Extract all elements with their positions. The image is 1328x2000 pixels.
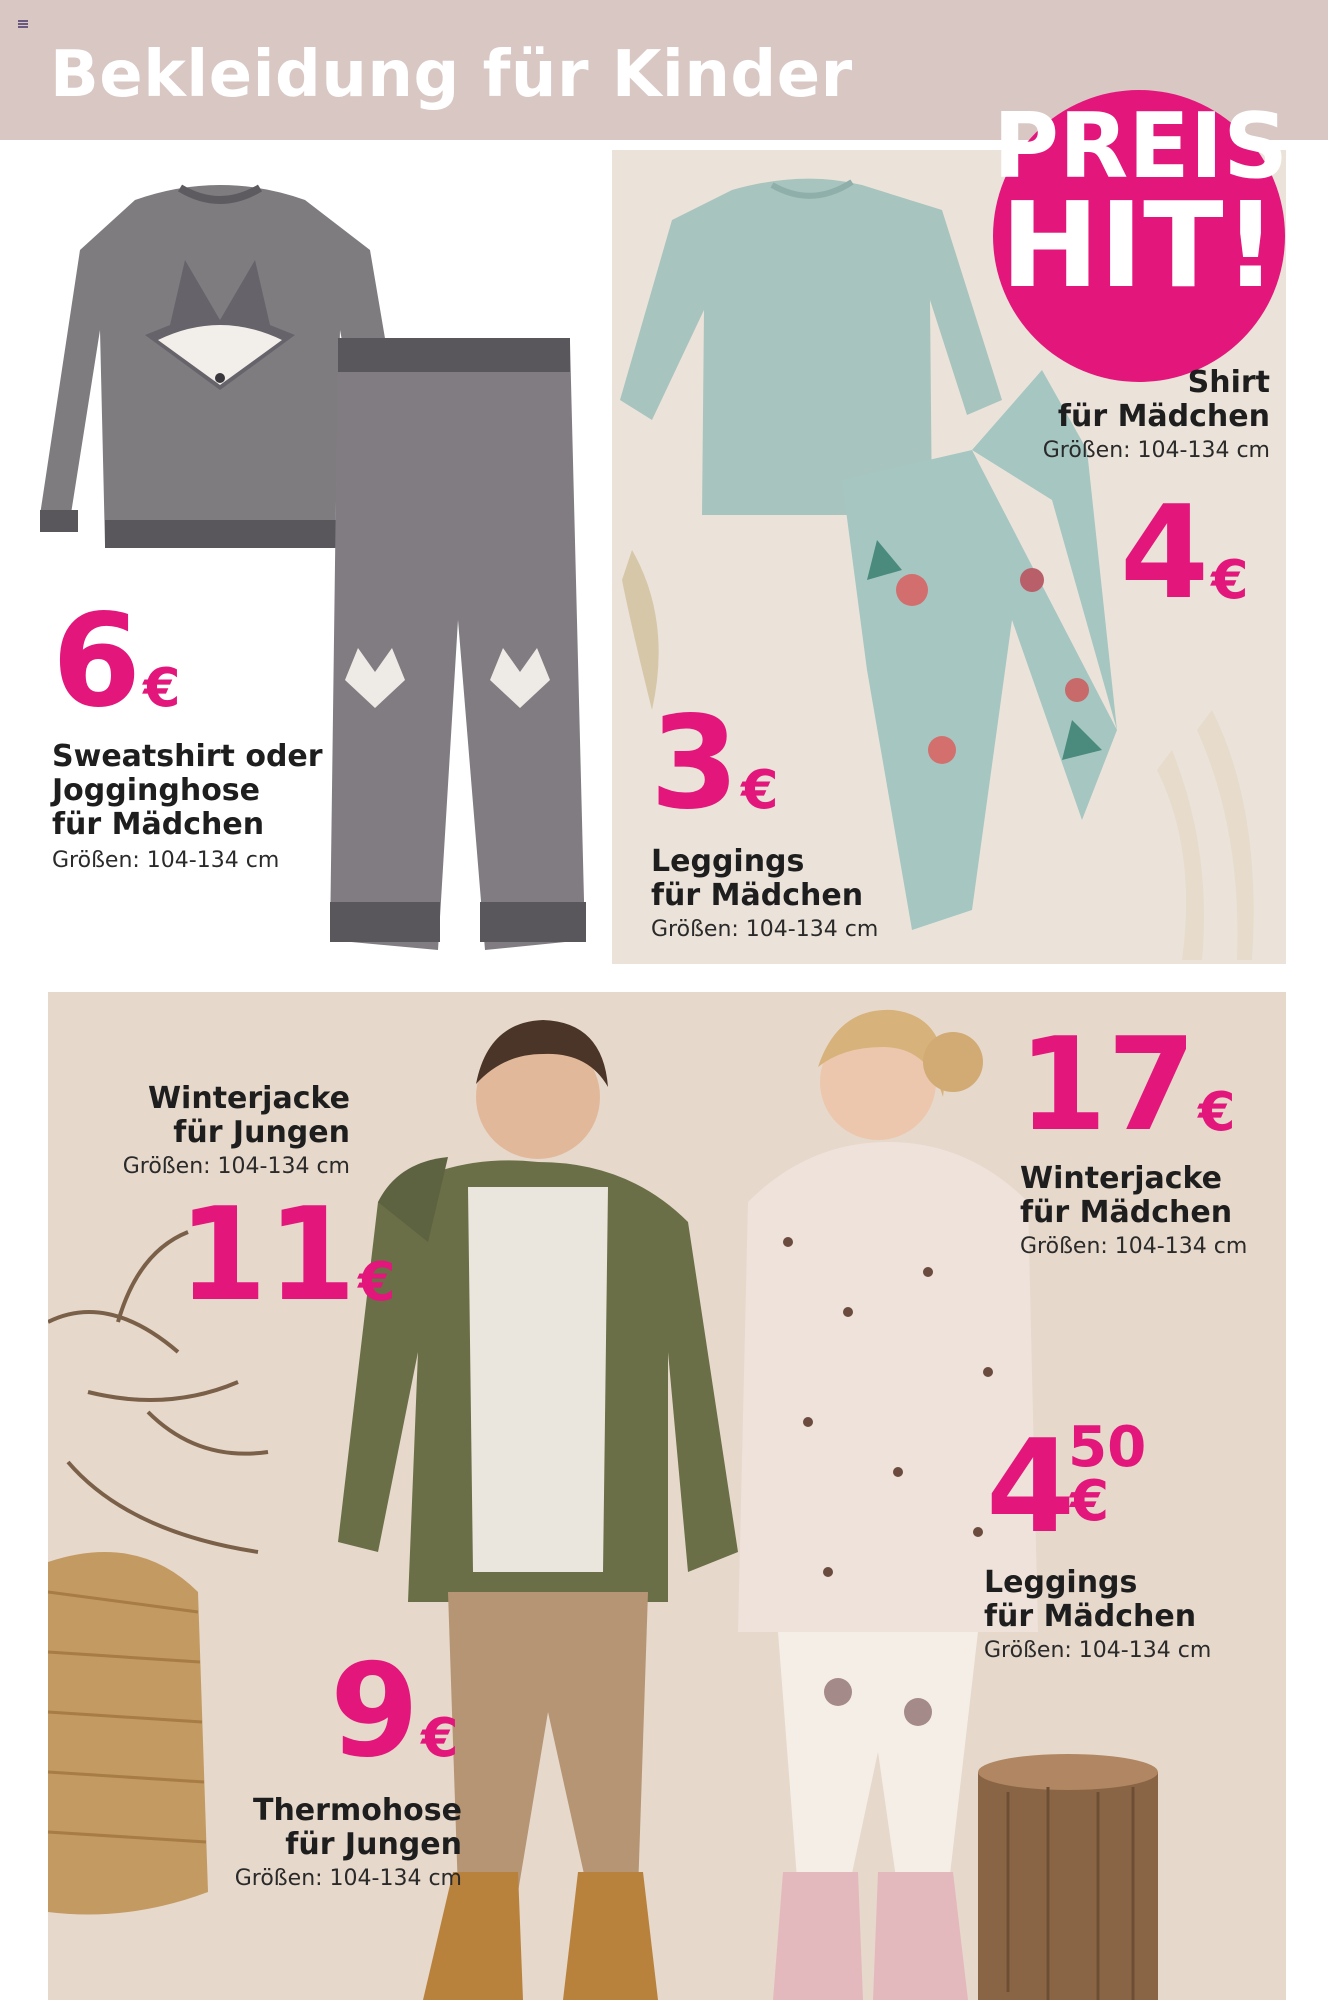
product-sizes: Größen: 104-134 cm [1020,1234,1248,1259]
offer-text-sweatshirt [52,740,323,874]
currency-symbol: € [1211,548,1249,612]
offer-text-leggings-bottom [984,1566,1211,1664]
badge-line-1: PREIS [993,94,1289,199]
price-thermohose [330,1637,459,1786]
price-value: 4 [1120,479,1210,628]
price-value: 4 [986,1413,1076,1562]
currency-symbol: € [741,758,779,822]
price-sweatshirt [52,587,181,736]
product-name-line-2: für Jungen [173,1115,350,1150]
offer-text-winterjacke-jungen [60,1082,350,1180]
product-name-line-2: für Mädchen [984,1599,1197,1634]
product-name-line-2: für Jungen [285,1827,462,1862]
product-sizes: Größen: 104-134 cm [234,1866,462,1891]
menu-icon[interactable] [18,20,28,28]
product-name-line-1: Leggings [651,844,805,879]
product-name-line-2: für Mädchen [1057,399,1270,434]
product-name-line-1: Sweatshirt oder [52,739,323,774]
product-name-line-1: Shirt [1187,365,1270,400]
product-sizes: Größen: 104-134 cm [122,1154,350,1179]
price-value: 6 [52,587,142,736]
product-name-line-1: Winterjacke [147,1081,350,1116]
product-sizes: Größen: 104-134 cm [1042,438,1270,463]
product-sizes: Größen: 104-134 cm [52,848,280,873]
price-value: 11 [178,1181,357,1330]
currency-symbol: € [421,1706,459,1770]
product-sizes: Größen: 104-134 cm [651,917,879,942]
offer-text-thermohose [160,1794,462,1892]
currency-symbol: € [358,1250,396,1314]
currency-symbol: € [1198,1080,1236,1144]
price-value: 17 [1018,1011,1197,1160]
price-shirt [1120,479,1249,628]
product-name-line-2: für Mädchen [651,878,864,913]
page-title: Bekleidung für Kinder [50,38,853,112]
offer-text-leggings-top [651,845,878,943]
offer-text-winterjacke-maedchen [1020,1162,1247,1260]
product-name-line-2: für Mädchen [1020,1195,1233,1230]
currency-symbol: € [1070,1469,1110,1534]
price-value: 3 [650,689,740,838]
badge-line-2: HIT! [1000,176,1278,314]
price-leggings-top [650,689,779,838]
product-name-line-1: Thermohose [252,1793,462,1828]
price-leggings-bottom [986,1413,1186,1562]
price-winterjacke-jungen [178,1181,396,1330]
currency-symbol: € [143,656,181,720]
product-name-line-2: Jogginghose [52,773,261,808]
price-value: 9 [330,1637,420,1786]
product-name-line-1: Leggings [984,1565,1138,1600]
price-cents: 50 [1068,1415,1147,1480]
offer-text-shirt [930,366,1270,464]
product-sizes: Größen: 104-134 cm [984,1638,1212,1663]
price-winterjacke-maedchen [1018,1011,1236,1160]
product-name-line-3: für Mädchen [52,807,265,842]
product-name-line-1: Winterjacke [1020,1161,1223,1196]
preis-hit-badge [993,90,1289,382]
